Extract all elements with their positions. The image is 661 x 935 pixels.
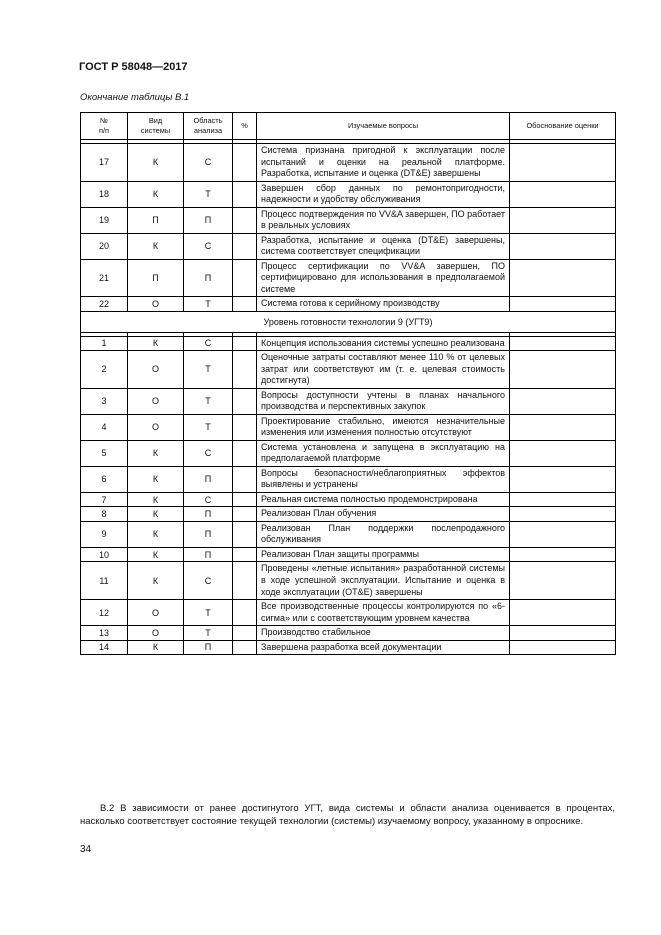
system-type-cell: О (128, 351, 184, 389)
system-type-cell: О (128, 626, 184, 641)
system-type-cell: О (128, 414, 184, 440)
row-number: 9 (81, 521, 128, 547)
row-number: 4 (81, 414, 128, 440)
system-type-cell: К (128, 181, 184, 207)
system-type-cell: К (128, 521, 184, 547)
row-number: 8 (81, 507, 128, 522)
justification-cell (510, 521, 616, 547)
row-number: 22 (81, 297, 128, 312)
section-label: Уровень готовности технологии 9 (УГТ9) (81, 311, 616, 332)
justification-cell (510, 233, 616, 259)
percent-cell (233, 640, 257, 655)
system-type-cell: О (128, 297, 184, 312)
table-row (81, 207, 616, 233)
percent-cell (233, 507, 257, 522)
table-row (81, 507, 616, 522)
justification-cell (510, 259, 616, 297)
system-type-cell: К (128, 144, 184, 182)
analysis-area-cell: Т (184, 414, 233, 440)
question-cell: Завершена разработка всей документации (257, 640, 510, 655)
col-header-justification: Обоснование оценки (510, 113, 616, 140)
system-type-cell: К (128, 466, 184, 492)
justification-cell (510, 351, 616, 389)
justification-cell (510, 144, 616, 182)
row-number: 14 (81, 640, 128, 655)
system-type-cell: П (128, 207, 184, 233)
question-cell: Вопросы доступности учтены в планах начального производства и перспективных закупок (257, 388, 510, 414)
question-cell: Реальная система полностью продемонстрирована (257, 492, 510, 507)
table-row (81, 259, 616, 297)
analysis-area-cell: П (184, 466, 233, 492)
row-number: 2 (81, 351, 128, 389)
row-number: 6 (81, 466, 128, 492)
analysis-area-cell: С (184, 440, 233, 466)
col-header-questions: Изучаемые вопросы (257, 113, 510, 140)
system-type-cell: К (128, 440, 184, 466)
question-cell: Проведены «летные испытания» разработанной системы в ходе успешной эксплуатации. Испытание и оценка в ходе эксплуатации (OT&E) завершены (257, 562, 510, 600)
footnote-paragraph: В.2 В зависимости от ранее достигнутого УГТ, вида системы и области анализа оценивается в процентах, насколько соответствует состояние текущей технологии (системы) изучаемому вопросу, указанному в опроснике. (80, 803, 615, 828)
analysis-area-cell: П (184, 640, 233, 655)
analysis-area-cell: П (184, 521, 233, 547)
analysis-area-cell: Т (184, 351, 233, 389)
table-header-row (81, 113, 616, 140)
percent-cell (233, 297, 257, 312)
row-number: 17 (81, 144, 128, 182)
col-header-analysis-area: Область анализа (184, 113, 233, 140)
analysis-area-cell: С (184, 562, 233, 600)
table-caption: Окончание таблицы В.1 (80, 92, 190, 103)
percent-cell (233, 336, 257, 351)
analysis-area-cell: П (184, 259, 233, 297)
percent-cell (233, 144, 257, 182)
analysis-area-cell: Т (184, 388, 233, 414)
row-number: 21 (81, 259, 128, 297)
analysis-area-cell: П (184, 207, 233, 233)
question-cell: Процесс подтверждения по VV&A завершен, ПО работает в реальных условиях (257, 207, 510, 233)
analysis-area-cell: С (184, 233, 233, 259)
question-cell: Производство стабильное (257, 626, 510, 641)
percent-cell (233, 547, 257, 562)
analysis-area-cell: Т (184, 600, 233, 626)
analysis-area-cell: П (184, 547, 233, 562)
system-type-cell: К (128, 562, 184, 600)
percent-cell (233, 626, 257, 641)
justification-cell (510, 562, 616, 600)
percent-cell (233, 466, 257, 492)
row-number: 13 (81, 626, 128, 641)
analysis-area-cell: П (184, 507, 233, 522)
justification-cell (510, 207, 616, 233)
justification-cell (510, 414, 616, 440)
document-title: ГОСТ Р 58048—2017 (79, 61, 188, 73)
justification-cell (510, 336, 616, 351)
justification-cell (510, 297, 616, 312)
question-cell: Вопросы безопасности/неблагоприятных эффектов выявлены и устранены (257, 466, 510, 492)
system-type-cell: К (128, 547, 184, 562)
row-number: 19 (81, 207, 128, 233)
system-type-cell: К (128, 507, 184, 522)
readiness-table (80, 112, 616, 655)
row-number: 1 (81, 336, 128, 351)
percent-cell (233, 562, 257, 600)
question-cell: Система установлена и запущена в эксплуатацию на предполагаемой платформе (257, 440, 510, 466)
page-number: 34 (80, 844, 92, 855)
table-row (81, 181, 616, 207)
col-header-number: № п/п (81, 113, 128, 140)
table-row (81, 336, 616, 351)
percent-cell (233, 207, 257, 233)
question-cell: Система готова к серийному производству (257, 297, 510, 312)
question-cell: Оценочные затраты составляют менее 110 % от целевых затрат или соответствуют им (т. е. целевая стоимость достигнута) (257, 351, 510, 389)
percent-cell (233, 521, 257, 547)
table-row (81, 547, 616, 562)
table-row (81, 440, 616, 466)
percent-cell (233, 388, 257, 414)
row-number: 20 (81, 233, 128, 259)
question-cell: Процесс сертификации по VV&A завершен, ПО сертифицировано для использования в предполагаемой системе (257, 259, 510, 297)
row-number: 18 (81, 181, 128, 207)
table-row (81, 626, 616, 641)
question-cell: Система признана пригодной к эксплуатации после испытаний и оценки на реальной платформе. Разработка, испытание и оценка (DT&E) завершены (257, 144, 510, 182)
question-cell: Реализован План обучения (257, 507, 510, 522)
table-row (81, 233, 616, 259)
question-cell: Завершен сбор данных по ремонтопригодности, надежности и удобству обслуживания (257, 181, 510, 207)
system-type-cell: П (128, 259, 184, 297)
justification-cell (510, 181, 616, 207)
table-row (81, 466, 616, 492)
justification-cell (510, 626, 616, 641)
table-row (81, 521, 616, 547)
row-number: 10 (81, 547, 128, 562)
row-number: 11 (81, 562, 128, 600)
table-row (81, 600, 616, 626)
table-row (81, 351, 616, 389)
table-row (81, 414, 616, 440)
question-cell: Реализован План поддержки послепродажного обслуживания (257, 521, 510, 547)
question-cell: Реализован План защиты программы (257, 547, 510, 562)
justification-cell (510, 547, 616, 562)
question-cell: Все производственные процессы контролируются по «6-сигма» или с соответствующим уровнем качества (257, 600, 510, 626)
analysis-area-cell: Т (184, 626, 233, 641)
justification-cell (510, 507, 616, 522)
system-type-cell: К (128, 233, 184, 259)
question-cell: Концепция использования системы успешно реализована (257, 336, 510, 351)
row-number: 3 (81, 388, 128, 414)
table-row (81, 640, 616, 655)
analysis-area-cell: С (184, 492, 233, 507)
col-header-percent: % (233, 113, 257, 140)
row-number: 5 (81, 440, 128, 466)
justification-cell (510, 600, 616, 626)
table-row (81, 562, 616, 600)
col-header-system-type: Вид системы (128, 113, 184, 140)
section-row (81, 311, 616, 332)
table-row (81, 388, 616, 414)
analysis-area-cell: Т (184, 297, 233, 312)
percent-cell (233, 414, 257, 440)
percent-cell (233, 233, 257, 259)
justification-cell (510, 388, 616, 414)
system-type-cell: К (128, 336, 184, 351)
percent-cell (233, 259, 257, 297)
justification-cell (510, 440, 616, 466)
row-number: 12 (81, 600, 128, 626)
system-type-cell: О (128, 388, 184, 414)
question-cell: Разработка, испытание и оценка (DT&E) завершены, система соответствует спецификации (257, 233, 510, 259)
percent-cell (233, 492, 257, 507)
justification-cell (510, 492, 616, 507)
system-type-cell: К (128, 640, 184, 655)
justification-cell (510, 640, 616, 655)
percent-cell (233, 440, 257, 466)
table-row (81, 144, 616, 182)
analysis-area-cell: Т (184, 181, 233, 207)
table-row (81, 492, 616, 507)
table-row (81, 297, 616, 312)
system-type-cell: О (128, 600, 184, 626)
system-type-cell: К (128, 492, 184, 507)
analysis-area-cell: С (184, 144, 233, 182)
percent-cell (233, 181, 257, 207)
percent-cell (233, 351, 257, 389)
question-cell: Проектирование стабильно, имеются незначительные изменения или изменения полностью отсутствуют (257, 414, 510, 440)
row-number: 7 (81, 492, 128, 507)
justification-cell (510, 466, 616, 492)
percent-cell (233, 600, 257, 626)
analysis-area-cell: С (184, 336, 233, 351)
